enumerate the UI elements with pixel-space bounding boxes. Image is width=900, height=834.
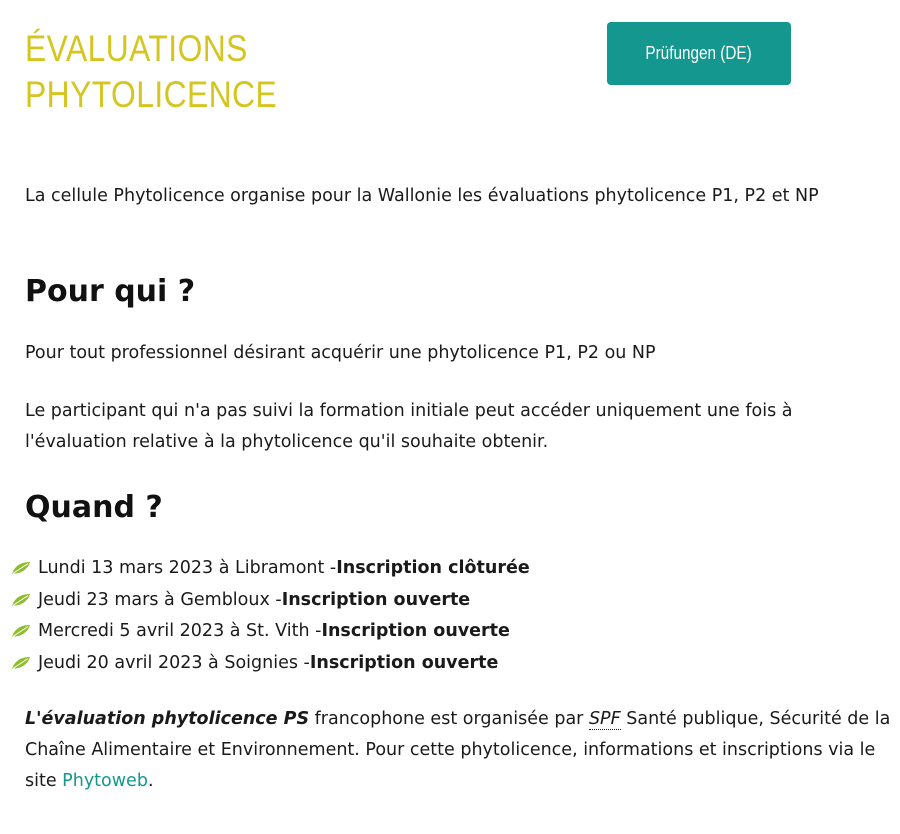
session-list (11, 552, 530, 679)
intro-text: La cellule Phytolicence organise pour la Wallonie les évaluations phytolicence P1, P2 et NP (25, 186, 819, 206)
leaf-icon (11, 656, 31, 670)
session-status: Inscription ouverte (309, 652, 499, 673)
page-title (25, 26, 283, 118)
session-status: Inscription ouverte (281, 589, 471, 610)
ps-emphasis: L'évaluation phytolicence PS (25, 709, 310, 729)
session-item (11, 552, 530, 584)
session-text: Jeudi 23 mars à Gembloux - (38, 589, 282, 610)
page-title-line1: ÉVALUATIONS (25, 28, 248, 69)
ps-info-paragraph (25, 704, 895, 797)
session-status: Inscription clôturée (336, 557, 530, 578)
heading-pour-qui: Pour qui ? (25, 274, 196, 309)
ps-text-3: . (147, 771, 154, 791)
session-item (11, 647, 530, 679)
ps-text-1: francophone est organisée par (309, 709, 589, 729)
session-item (11, 615, 530, 647)
heading-quand: Quand ? (25, 490, 163, 525)
session-text: Mercredi 5 avril 2023 à St. Vith - (38, 621, 322, 642)
spf-abbreviation: SPF (588, 709, 621, 729)
session-status: Inscription ouverte (321, 621, 510, 642)
pruefungen-de-button[interactable] (607, 22, 791, 85)
session-text: Jeudi 20 avril 2023 à Soignies - (38, 652, 310, 673)
ps-text-2: Santé publique, Sécurité de la Chaîne Alimentaire et Environnement. Pour cette phytolicence, informations et inscriptions via le site (25, 709, 891, 791)
pour-qui-paragraph-1: Pour tout professionnel désirant acquérir une phytolicence P1, P2 ou NP (25, 343, 656, 363)
pour-qui-paragraph-2: Le participant qui n'a pas suivi la formation initiale peut accéder uniquement une fois à l'évaluation relative à la phytolicence qu'il souhaite obtenir. (25, 401, 793, 452)
leaf-icon (11, 624, 31, 638)
phytoweb-link[interactable]: Phytoweb (62, 771, 148, 791)
session-item (11, 584, 530, 616)
leaf-icon (11, 561, 31, 575)
session-text: Lundi 13 mars 2023 à Libramont - (38, 557, 337, 578)
page-title-line2: PHYTOLICENCE (25, 74, 278, 115)
leaf-icon (11, 593, 31, 607)
pruefungen-de-label: Prüfungen (DE) (645, 43, 753, 63)
